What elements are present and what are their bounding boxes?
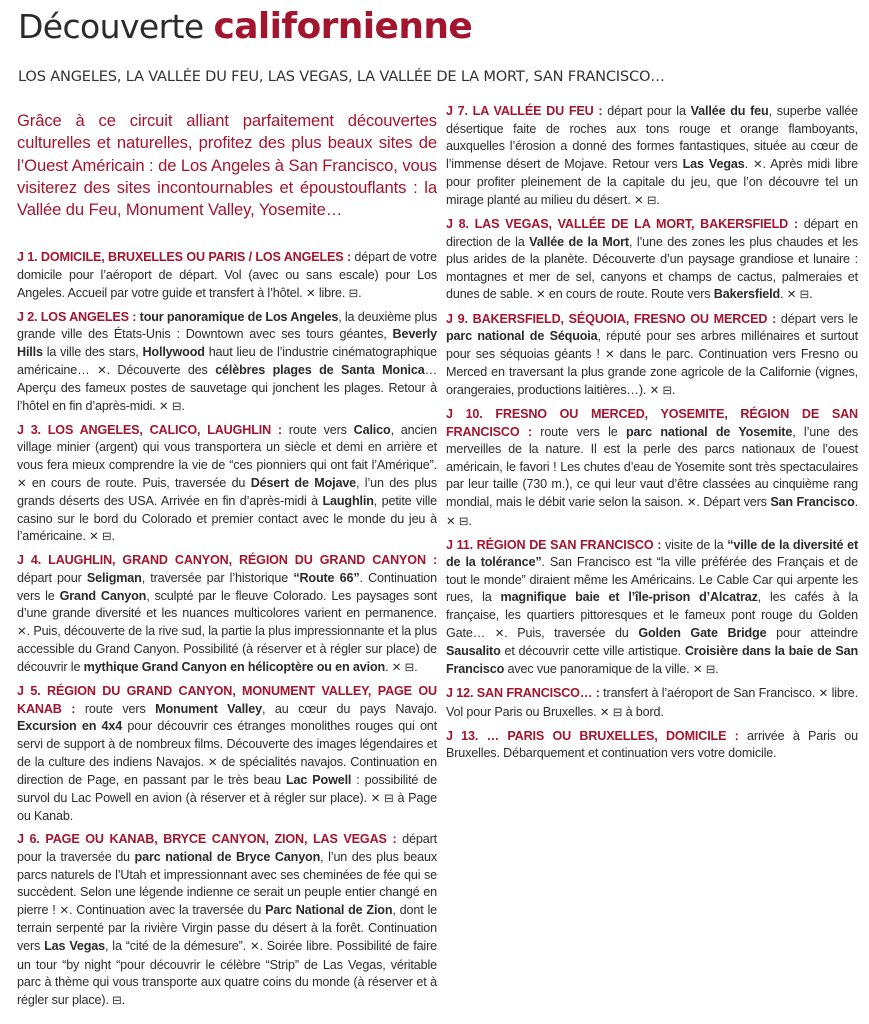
meal-icon: ✕ (599, 706, 610, 719)
day-text: départ pour la traversée du (17, 832, 437, 864)
day-text: arrivée à Paris ou Bruxelles. Débarquement et continuation vers votre domicile. (446, 728, 858, 761)
day-text: libre. Vol pour Paris ou Bruxelles. (446, 685, 858, 719)
days-left (17, 249, 437, 1010)
day-highlight: Vallée du feu (690, 104, 769, 118)
days-right (446, 103, 858, 763)
day-text: . (414, 660, 418, 675)
meal-icon: ✕ (686, 496, 697, 509)
page-title (18, 6, 472, 47)
day-item (446, 537, 858, 680)
intro-paragraph: Grâce à ce circuit alliant parfaitement découvertes culturelles et naturelles, profitez des plus beaux sites de l’Ouest Américain : de Los Angeles à San Francisco, vous visiterez des sites incontournables et époustouflants : la Vallée du Feu, Monument Valley, Yosemite… (17, 111, 437, 220)
day-item (17, 249, 437, 303)
day-title: J 12. SAN FRANCISCO… : (446, 685, 600, 700)
day-item (17, 552, 437, 677)
hotel-icon: ⊟ (101, 531, 112, 544)
day-highlight: “Route 66” (293, 571, 360, 586)
day-text: . Découverte des (106, 362, 216, 377)
hotel-icon: ⊟ (404, 662, 415, 675)
title-part-1: Découverte (18, 7, 214, 46)
day-title: J 11. RÉGION DE SAN FRANCISCO : (446, 537, 662, 552)
day-item (17, 422, 437, 547)
meal-icon: ✕ (752, 158, 763, 171)
left-column (17, 110, 437, 1016)
hotel-icon: ⊟ (171, 400, 182, 413)
hotel-icon: ⊟ (646, 194, 657, 207)
day-highlight: Croisière dans la baie de San Francisco (446, 644, 858, 676)
meal-icon: ✕ (818, 687, 829, 700)
day-text: . (121, 992, 125, 1007)
day-highlight: parc national de Bryce Canyon (134, 849, 321, 864)
day-item (446, 216, 858, 305)
meal-icon: ✕ (391, 662, 402, 675)
day-text: visite de la (661, 537, 728, 552)
day-text: , l’une des merveilles de la nature. Il est la perle des parcs nationaux de l’ouest américain, le favori ! Les chutes d’eau de Yosemite sont très spectaculaires par leur taille (730 m.), ce qui leur vaut d’être classées au cinquième rang mondial, mais le débit varie selon la saison. (446, 424, 859, 509)
hotel-icon: ⊟ (112, 994, 122, 1007)
day-title: J 8. LAS VEGAS, VALLÉE DE LA MORT, BAKERSFIELD : (446, 217, 798, 232)
meal-icon: ✕ (536, 289, 546, 302)
day-text: . (358, 285, 362, 300)
day-highlight: Hollywood (142, 344, 205, 359)
day-highlight: Excursion en 4x4 (17, 719, 123, 734)
day-item (446, 103, 858, 211)
day-highlight: Las Vegas (682, 156, 745, 171)
right-column (446, 103, 858, 768)
day-highlight: “ville de la diversité et de la tolérance” (446, 537, 858, 570)
day-text: . (468, 513, 472, 528)
day-text: , sculpté par le fleuve Colorado. Les paysages sont d’une grande diversité et les nuances multicolores varient en permanence. (17, 588, 437, 621)
day-text: . Continuation avec la traversée du (68, 902, 266, 917)
day-text: départ pour la (602, 104, 691, 118)
day-text: à bord. (622, 704, 664, 719)
day-highlight: Laughlin (322, 494, 374, 509)
day-item (446, 311, 858, 401)
day-text: de spécialités navajos. Continuation en direction de Page, en passant par le très beau (17, 754, 437, 788)
meal-icon: ✕ (207, 756, 218, 769)
day-item (17, 683, 437, 826)
meal-icon: ✕ (17, 625, 27, 638)
day-text: départ vers le (776, 311, 858, 326)
day-text: . (181, 398, 185, 413)
hotel-icon: ⊟ (705, 663, 716, 676)
meal-icon: ✕ (604, 348, 615, 361)
day-text: , la “cité de la démesure”. (105, 938, 250, 953)
day-text: , au cœur du pays Navajo. (262, 701, 437, 716)
day-text: dans le parc. Continuation vers Fresno ou Merced en traversant la plus grande zone agricole de la Californie (vignes, orangeraies, productions laitières…). (446, 346, 858, 397)
day-highlight: Monument Valley (155, 701, 262, 716)
meal-icon: ✕ (89, 531, 99, 544)
day-text: . (809, 287, 813, 302)
day-text: à Page ou Kanab. (17, 790, 437, 824)
day-text: , les cafés à la française, les quartiers pittoresques et le fameux pont rouge du Golden Gate… (446, 590, 858, 640)
day-text: . (744, 156, 753, 171)
day-highlight: Parc National de Zion (265, 902, 393, 917)
meal-icon: ✕ (305, 287, 316, 300)
day-text: et découvrir cette ville artistique. (500, 644, 685, 659)
day-highlight: Golden Gate Bridge (638, 625, 767, 640)
day-text: , l’un des plus grands déserts des USA. Arrivée en fin d’après-midi à (17, 475, 437, 509)
day-text: . (111, 529, 115, 544)
day-highlight: Beverly Hills (17, 327, 437, 359)
day-text: départ pour (17, 571, 87, 586)
meal-icon: ✕ (649, 384, 660, 397)
hotel-icon: ⊟ (384, 792, 394, 805)
day-text: pour découvrir ces étranges monolithes rouges qui ont servi de support à de nombreux films. Découverte des images légendaires et de la culture des indiens Navajos. (17, 719, 437, 769)
day-text: , superbe vallée désertique faite de roches aux tons rouge et orange flamboyants, auxquelles l’érosion a donné des formes fantastiques, située au cœur de l’immense désert de Mojave. Retour vers (446, 104, 859, 171)
hotel-icon: ⊟ (458, 515, 469, 528)
day-title: J 5. RÉGION DU GRAND CANYON, MONUMENT VALLEY, PAGE OU KANAB : (17, 684, 437, 716)
meal-icon: ✕ (97, 364, 107, 377)
day-highlight: Désert de Mojave (250, 475, 357, 490)
day-title: J 1. DOMICILE, BRUXELLES OU PARIS / LOS ANGELES : (17, 250, 351, 265)
day-text: route vers (281, 422, 354, 437)
day-text: . Départ vers (696, 494, 771, 509)
meal-icon: ✕ (633, 194, 644, 207)
day-highlight: Lac Powell (286, 773, 352, 788)
subtitle: LOS ANGELES, LA VALLÉE DU FEU, LAS VEGAS, LA VALLÉE DE LA MORT, SAN FRANCISCO… (18, 68, 665, 85)
day-text: , réputé pour ses arbres millénaires et surtout pour ses séquoias géants ! (446, 329, 858, 361)
meal-icon: ✕ (494, 627, 505, 640)
day-highlight: Las Vegas (44, 938, 105, 953)
day-text: . San Francisco est “la ville préférée des Français et de tout le monde” diraient même les Américains. Le Cable Car qui arpente les rues, la (446, 555, 858, 605)
day-text: libre. (315, 285, 349, 300)
day-text: . (854, 494, 858, 509)
day-text: . Puis, découverte de la rive sud, la partie la plus impressionnante et la plus accessible du Grand Canyon. Possibilité (à réserver et à régler sur place) de découvrir le (17, 623, 437, 675)
day-text: départ de votre domicile pour l’aéroport de départ. Vol (avec ou sans escale) pour Los Angeles. Accueil par votre guide et transfert à l’hôtel. (17, 250, 438, 300)
meal-icon: ✕ (17, 477, 27, 490)
hotel-icon: ⊟ (612, 706, 623, 719)
meal-icon: ✕ (446, 515, 456, 528)
day-text: , la deuxième plus grande ville des États-Unis : Downtown avec ses tours géantes, (17, 309, 437, 342)
day-text: . (656, 192, 660, 207)
day-text: : possibilité de survol du Lac Powell en avion (à réserver et à régler sur place). (17, 773, 437, 805)
meal-icon: ✕ (59, 904, 69, 917)
day-text: départ en direction de la (446, 217, 858, 249)
day-item (446, 685, 858, 722)
day-title: J 13. … PARIS OU BRUXELLES, DOMICILE : (446, 728, 739, 743)
day-text: . (780, 287, 787, 302)
day-highlight: parc national de Séquoia (446, 329, 598, 344)
day-text: , dont le terrain serpenté par la rivière Virgin passe du désert à la forêt. Continuation vers (17, 902, 437, 953)
day-highlight: parc national de Yosemite (626, 424, 793, 439)
day-text: … Aperçu des fameux postes de sauvetage qui jonchent les plages. Retour à l’hôtel en fin d’après-midi. (17, 362, 438, 413)
day-text: route vers le (531, 424, 627, 439)
day-text: route vers (75, 701, 156, 716)
day-text: pour atteindre (766, 625, 858, 640)
hotel-icon: ⊟ (348, 287, 359, 300)
day-title: J 7. LA VALLÉE DU FEU : (446, 104, 603, 118)
day-text: , l’une des zones les plus chaudes et les plus arides de la planète. Découverte d’un paysage grandiose et lunaire : montagnes et mer de sel, canyons et champs de cactus, palmeraies et dunes de sable. (446, 234, 858, 302)
day-text: en cours de route. Puis, traversée du (26, 475, 251, 490)
day-highlight: magnifique baie et l’île-prison d’Alcatraz (500, 590, 758, 605)
day-highlight: célèbres plages de Santa Monica (215, 362, 425, 377)
day-text: , l’un des plus beaux parcs naturels de l’Utah et impressionnant avec ses cheminées de fée qui se succèdent. Selon une légende indienne ce serait un peuple entier changé en pierre ! (17, 849, 438, 917)
day-highlight: Grand Canyon (59, 588, 147, 603)
day-text: transfert à l’aéroport de San Francisco. (599, 685, 819, 700)
meal-icon: ✕ (370, 792, 381, 805)
day-highlight: San Francisco (770, 494, 855, 509)
day-text: , traversée par l’historique (141, 571, 294, 586)
day-title: J 10. FRESNO OU MERCED, YOSEMITE, RÉGION DE SAN FRANCISCO : (446, 407, 858, 439)
day-title: J 4. LAUGHLIN, GRAND CANYON, RÉGION DU GRAND CANYON : (17, 553, 437, 568)
day-highlight: Seligman (86, 571, 142, 586)
meal-icon: ✕ (786, 289, 797, 302)
day-title: J 2. LOS ANGELES : (17, 309, 137, 324)
day-text: avec vue panoramique de la ville. (504, 661, 693, 676)
meal-icon: ✕ (249, 940, 260, 953)
day-text: la ville des stars, (42, 344, 143, 359)
day-item (446, 406, 858, 531)
day-title: J 6. PAGE OU KANAB, BRYCE CANYON, ZION, LAS VEGAS : (17, 832, 397, 847)
hotel-icon: ⊟ (662, 384, 672, 397)
day-highlight: mythique Grand Canyon en hélicoptère ou en avion (83, 660, 386, 675)
day-text: , petite ville casino sur le bord du Colorado et premier contact avec le monde du jeu à l’américaine. (17, 494, 437, 544)
day-text: . (715, 661, 719, 676)
title-part-2: californienne (213, 6, 473, 47)
day-item (17, 309, 437, 417)
day-highlight: Calico (353, 422, 391, 437)
day-text: . Continuation vers le (17, 571, 437, 603)
day-text: . (671, 382, 676, 397)
day-title: J 3. LOS ANGELES, CALICO, LAUGHLIN : (17, 422, 282, 437)
day-highlight: Bakersfield (713, 287, 781, 302)
meal-icon: ✕ (692, 663, 703, 676)
day-text: . (385, 660, 392, 675)
day-text: haut lieu de l’industrie cinématographique américaine… (17, 344, 437, 377)
day-title: J 9. BAKERSFIELD, SÉQUOIA, FRESNO OU MERCED : (446, 311, 777, 326)
day-text: , ancien village minier (argent) qui vous transportera un siècle et demi en arrière et vous fera mieux comprendre la vie de “ces pionniers qui ont fait l’Amérique”. (17, 422, 437, 473)
day-text: . Soirée libre. Possibilité de faire un tour “by night “pour découvrir le célèbre “Strip” de Las Vegas, véritable parc à thème qui vous transporte aux quatre coins du monde (à réserver et à régler sur place). (17, 938, 437, 1007)
day-text: . Après midi libre pour profiter pleinement de la capitale du jeu, que l’on découvre tel un mirage planté au milieu du désert. (446, 156, 858, 207)
day-highlight: tour panoramique de Los Angeles (139, 309, 339, 324)
hotel-icon: ⊟ (799, 289, 810, 302)
day-highlight: Sausalito (446, 644, 501, 659)
day-item (446, 728, 858, 763)
day-text: . Puis, traversée du (504, 625, 639, 640)
day-item (17, 831, 437, 1010)
day-text: en cours de route. Route vers (545, 287, 714, 302)
day-highlight: Vallée de la Mort (529, 234, 629, 249)
meal-icon: ✕ (158, 400, 169, 413)
